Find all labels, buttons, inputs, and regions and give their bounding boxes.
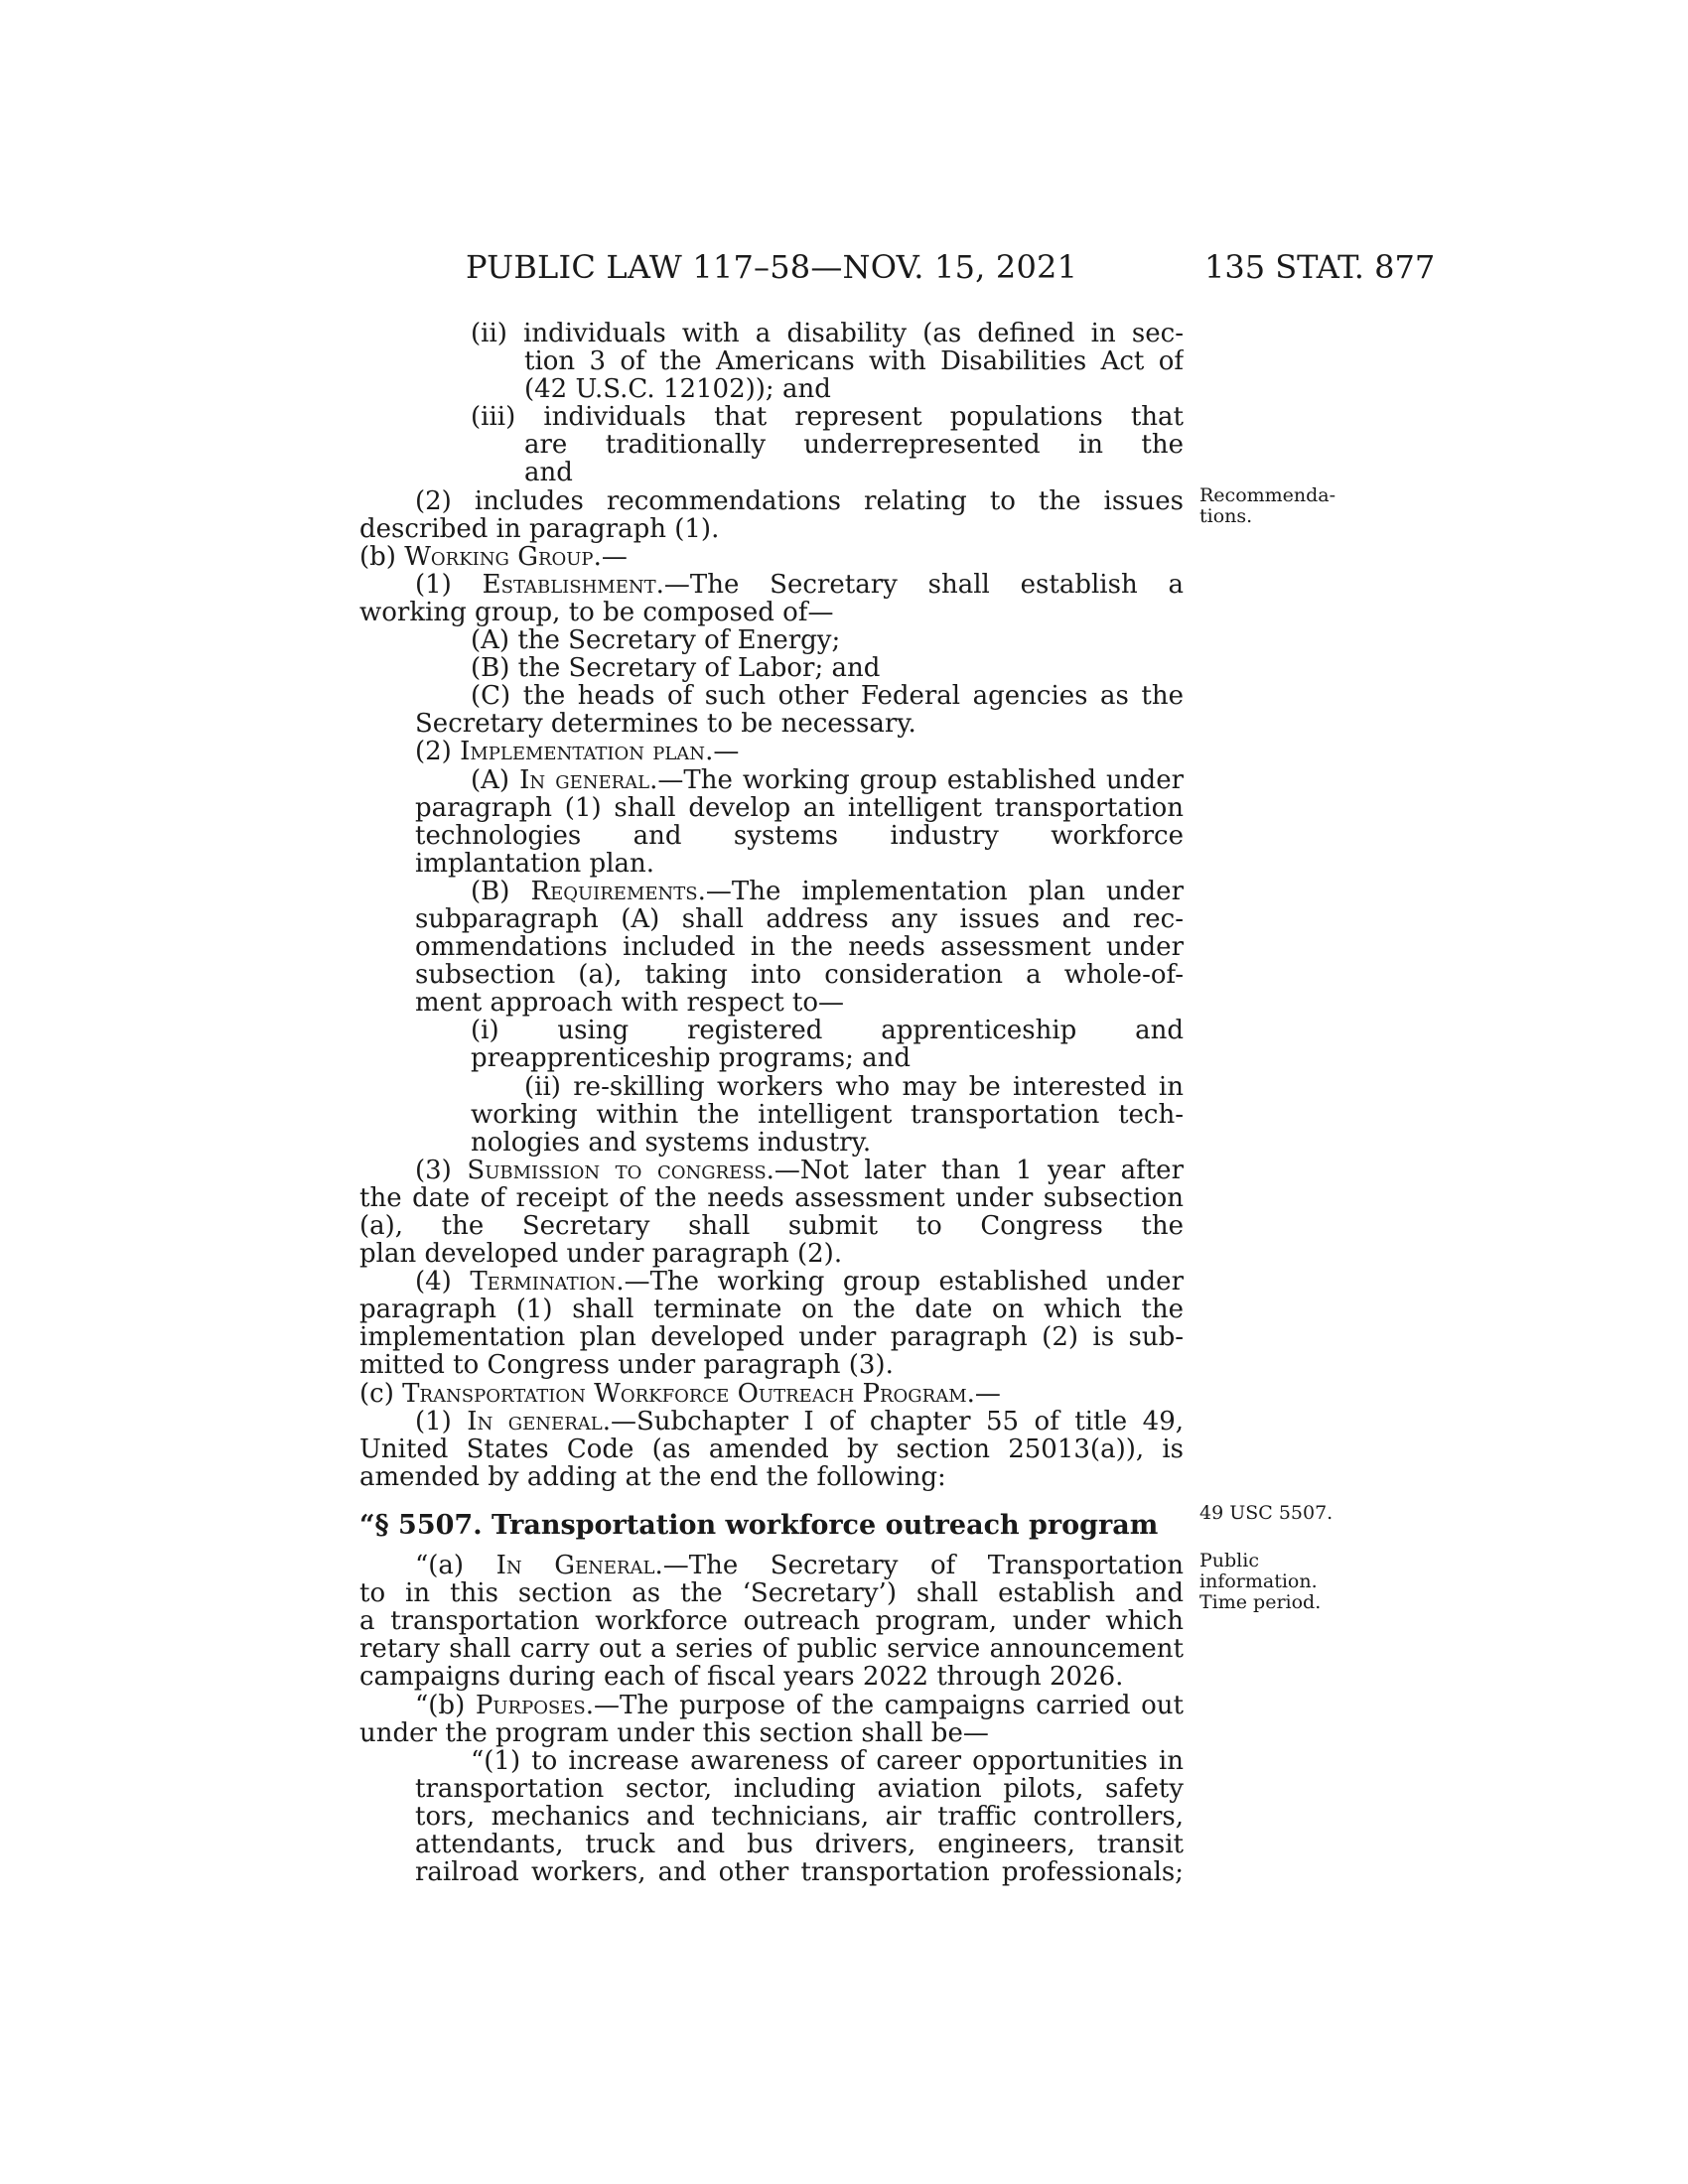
text-line: (i) using registered apprenticeship and	[471, 1017, 1184, 1045]
margin-note-line: Recommenda-	[1199, 484, 1336, 506]
margin-note-public-information	[1199, 1551, 1321, 1613]
text-line: paragraph (1) shall develop an intelligent transportation	[415, 793, 1184, 822]
text-line: tors, mechanics and technicians, air traffic controllers,	[415, 1802, 1184, 1831]
text-line: to in this section as the ‘Secretary’) shall establish and	[359, 1579, 1184, 1608]
text-line: mitted to Congress under paragraph (3).	[359, 1351, 894, 1380]
statute-body	[359, 320, 1184, 1886]
text-line: ommendations included in the needs assessment under	[415, 933, 1184, 962]
paragraph-heading: (2) Implementation plan.—	[415, 738, 740, 766]
text-line: (ii) individuals with a disability (as defined in sec-	[471, 320, 1184, 348]
text-line: subsection (a), taking into consideration a whole-of-	[415, 961, 1184, 990]
margin-note-line: information.	[1199, 1570, 1318, 1592]
page-header-title: PUBLIC LAW 117–58—NOV. 15, 2021	[466, 248, 1078, 286]
text-line: (A) the Secretary of Energy;	[471, 626, 841, 655]
text-line: (2) includes recommendations relating to the issues	[415, 486, 1184, 515]
paragraph-heading: (1) In general.—Subchapter I of chapter 55 of title 49,	[415, 1407, 1184, 1435]
text-line: preapprenticeship programs; and	[471, 1044, 912, 1073]
margin-note-usc: 49 USC 5507.	[1199, 1502, 1334, 1524]
margin-note-line: tions.	[1199, 505, 1253, 527]
text-line: subparagraph (A) shall address any issues and rec-	[415, 904, 1184, 934]
margin-note-recommendations	[1199, 485, 1336, 527]
text-line: working group, to be composed of—	[359, 598, 834, 627]
text-line: and	[524, 459, 573, 487]
text-line: paragraph (1) shall terminate on the date on which the	[359, 1296, 1184, 1324]
text-line: United States Code (as amended by section 25013(a)), is	[359, 1434, 1184, 1463]
subparagraph-heading: (A) In general.—The working group established under	[471, 765, 1184, 794]
text-line: railroad workers, and other transportation professionals;	[415, 1858, 1184, 1887]
text-line: amended by adding at the end the following:	[359, 1462, 946, 1491]
text-line: transportation sector, including aviation pilots, safety	[415, 1774, 1184, 1803]
text-line: campaigns during each of fiscal years 2022 through 2026.	[359, 1663, 1124, 1692]
text-line: plan developed under paragraph (2).	[359, 1240, 843, 1269]
section-heading: “§ 5507. Transportation workforce outreach program	[359, 1509, 1159, 1541]
text-line: implementation plan developed under paragraph (2) is sub-	[359, 1323, 1184, 1352]
text-line: tion 3 of the Americans with Disabilities Act of	[524, 347, 1184, 376]
text-line: “(1) to increase awareness of career opportunities in	[471, 1746, 1184, 1775]
text-line: Secretary determines to be necessary.	[415, 710, 916, 739]
subsection-heading: “(b) Purposes.—The purpose of the campaigns carried out	[415, 1691, 1184, 1719]
subsection-heading: “(a) In General.—The Secretary of Transportation	[415, 1552, 1184, 1580]
text-line: are traditionally underrepresented in the	[524, 431, 1184, 460]
text-line: implantation plan.	[415, 849, 655, 878]
text-line: technologies and systems industry workforce	[415, 821, 1184, 850]
subsection-heading: (b) Working Group.—	[359, 542, 628, 571]
subparagraph-heading: (B) Requirements.—The implementation plan under	[471, 877, 1184, 905]
text-line: under the program under this section shall be—	[359, 1718, 989, 1747]
text-line: (a), the Secretary shall submit to Congress the	[359, 1212, 1184, 1241]
text-line: (iii) individuals that represent populations that	[471, 403, 1184, 432]
text-line: attendants, truck and bus drivers, engineers, transit	[415, 1830, 1184, 1859]
paragraph-heading: (4) Termination.—The working group established under	[415, 1268, 1184, 1297]
text-line: (ii) re-skilling workers who may be interested in	[524, 1072, 1184, 1101]
text-line: (C) the heads of such other Federal agencies as the	[471, 682, 1184, 711]
text-line: the date of receipt of the needs assessment under subsection	[359, 1183, 1184, 1212]
text-line: described in paragraph (1).	[359, 514, 720, 543]
margin-note-line: Time period.	[1199, 1591, 1322, 1613]
text-line: ment approach with respect to—	[415, 989, 845, 1018]
paragraph-heading: (1) Establishment.—The Secretary shall establish a	[415, 570, 1184, 599]
paragraph-heading: (3) Submission to congress.—Not later than 1 year after	[415, 1156, 1184, 1184]
text-line: retary shall carry out a series of public service announcement	[359, 1635, 1184, 1664]
text-line: working within the intelligent transportation tech-	[471, 1100, 1184, 1129]
text-line: (B) the Secretary of Labor; and	[471, 654, 881, 683]
subsection-heading: (c) Transportation Workforce Outreach Program.—	[359, 1379, 1001, 1408]
text-line: (42 U.S.C. 12102)); and	[524, 375, 831, 404]
page-number: 135 STAT. 877	[1204, 248, 1436, 286]
text-line: a transportation workforce outreach program, under which	[359, 1607, 1184, 1636]
text-line: nologies and systems industry.	[471, 1128, 872, 1157]
margin-note-line: Public	[1199, 1550, 1259, 1571]
